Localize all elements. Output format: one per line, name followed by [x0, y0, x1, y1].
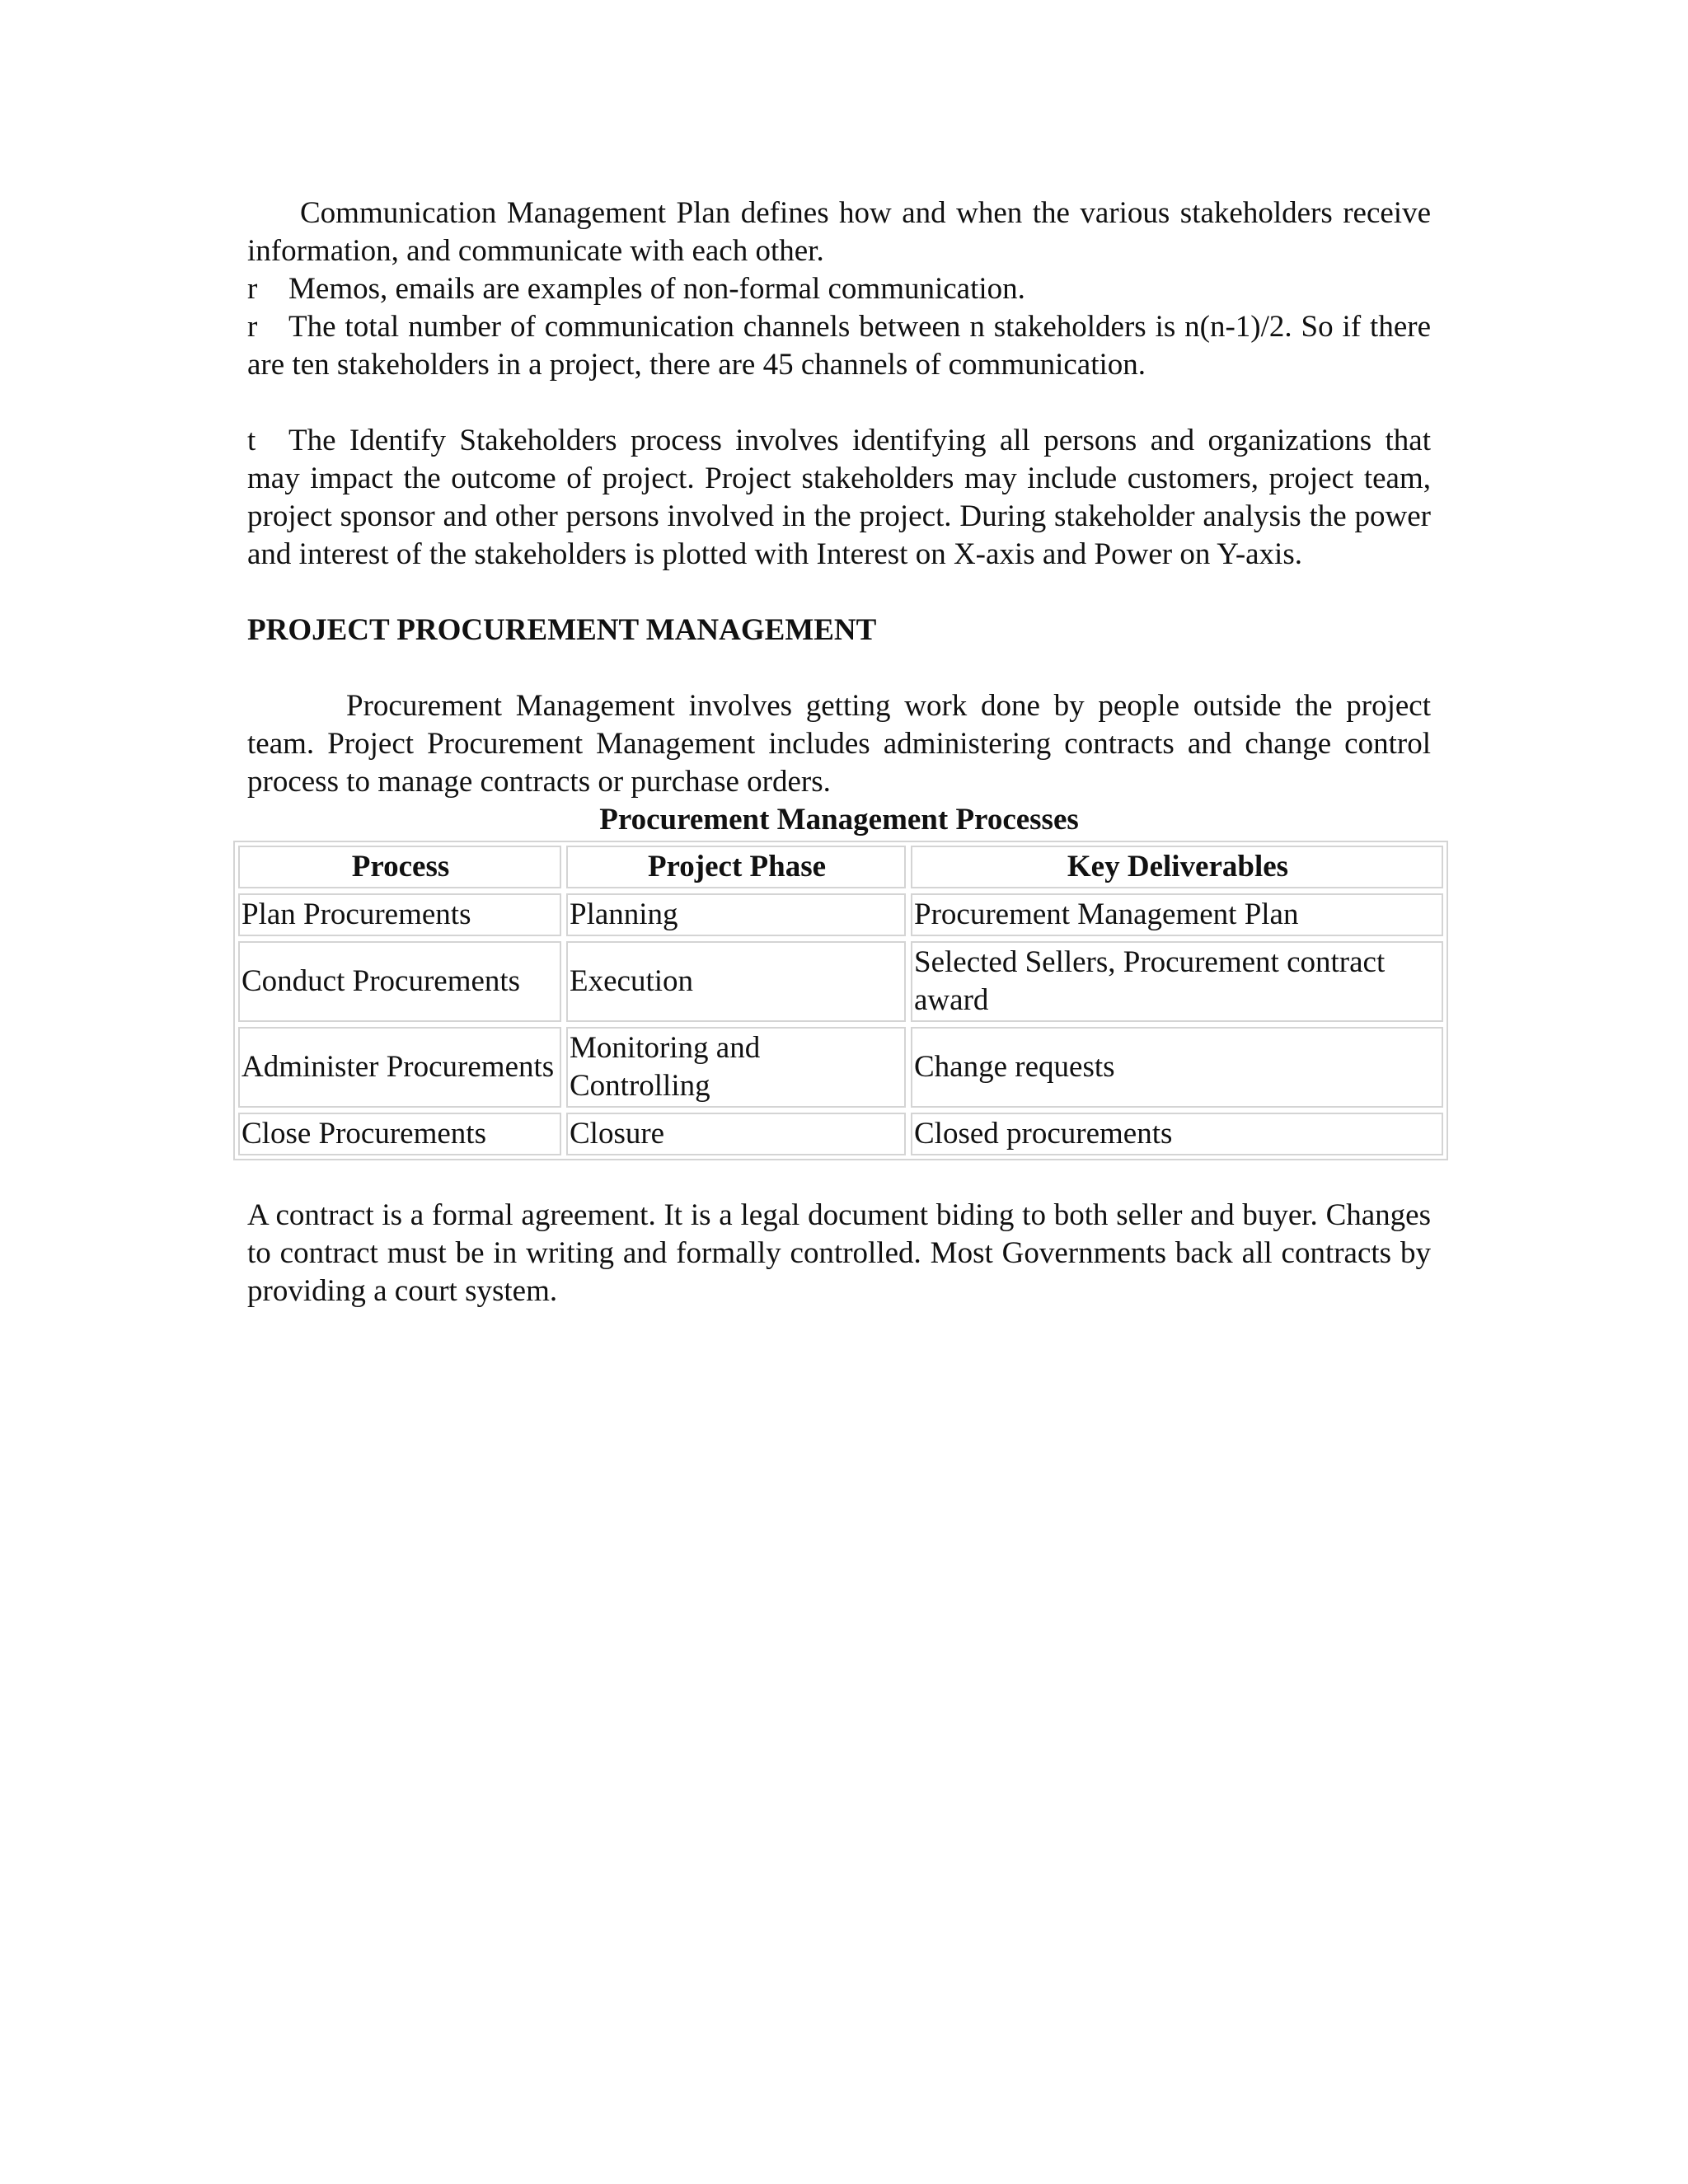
bullet-memos-text: Memos, emails are examples of non-formal communication.	[288, 272, 1025, 306]
identify-stakeholders-paragraph	[247, 422, 1431, 574]
bullet-mark: t	[247, 424, 256, 457]
identify-stakeholders-text: The Identify Stakeholders process involves identifying all persons and organizations that may impact the outcome of project. Project stakeholders may include customers, project team, project sponsor and other persons involved in the project. During stakeholder analysis the power and interest of the stakeholders is plotted with Interest on X-axis and Power on Y-axis.	[247, 424, 1431, 571]
document-page	[241, 194, 1431, 1310]
table-cell: Change requests	[911, 1027, 1443, 1108]
header-project-phase: Project Phase	[566, 846, 906, 888]
bullet-memos	[247, 270, 1431, 308]
bullet-mark: r	[247, 272, 258, 306]
table-cell: Monitoring and Controlling	[566, 1027, 906, 1108]
table-row	[238, 893, 1443, 936]
spacer	[247, 384, 1431, 422]
table-row	[238, 1113, 1443, 1155]
procurement-table	[233, 841, 1448, 1160]
spacer	[247, 649, 1431, 687]
bullet-channels	[247, 308, 1431, 384]
procurement-table-frame	[233, 841, 1448, 1160]
table-cell: Close Procurements	[238, 1113, 561, 1155]
table-caption: Procurement Management Processes	[599, 803, 1079, 837]
table-cell: Planning	[566, 893, 906, 936]
table-cell: Administer Procurements	[238, 1027, 561, 1108]
table-cell: Closure	[566, 1113, 906, 1155]
header-key-deliverables: Key Deliverables	[911, 846, 1443, 888]
table-cell: Procurement Management Plan	[911, 893, 1443, 936]
table-cell: Conduct Procurements	[238, 941, 561, 1022]
procurement-intro-paragraph: Procurement Management involves getting work done by people outside the project team. Project Procurement Management includes administering contracts and change control process to manage contracts or purchase orders.	[247, 689, 1431, 799]
header-process: Process	[238, 846, 561, 888]
table-row	[238, 941, 1443, 1022]
bullet-mark: r	[247, 310, 258, 344]
table-cell: Execution	[566, 941, 906, 1022]
spacer	[247, 574, 1431, 612]
table-cell: Closed procurements	[911, 1113, 1443, 1155]
table-cell: Selected Sellers, Procurement contract award	[911, 941, 1443, 1022]
table-cell: Plan Procurements	[238, 893, 561, 936]
section-heading: PROJECT PROCUREMENT MANAGEMENT	[247, 613, 877, 647]
contract-paragraph: A contract is a formal agreement. It is a legal document biding to both seller and buyer. Changes to contract must be in writing and formally controlled. Most Governments back all contracts by providing a court system.	[247, 1198, 1431, 1308]
table-row	[238, 1027, 1443, 1108]
spacer	[247, 1160, 1431, 1197]
table-header-row	[238, 846, 1443, 888]
bullet-channels-text: The total number of communication channels between n stakeholders is n(n-1)/2. So if there are ten stakeholders in a project, there are 45 channels of communication.	[247, 310, 1431, 382]
communication-plan-paragraph: Communication Management Plan defines how and when the various stakeholders receive information, and communicate with each other.	[247, 196, 1431, 268]
